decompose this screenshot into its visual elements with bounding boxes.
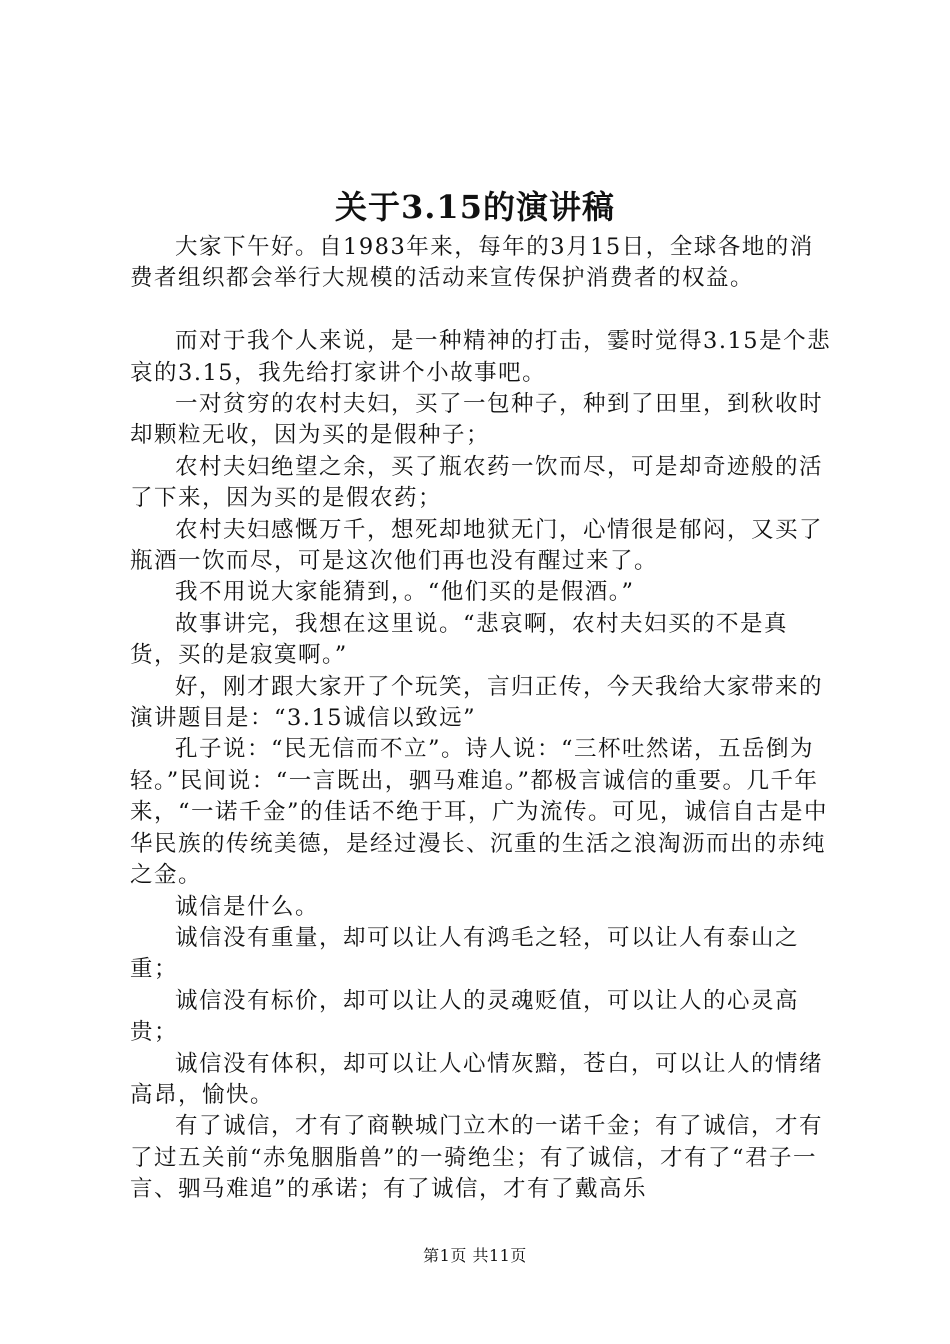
paragraph: 诚信是什么。 — [175, 893, 320, 920]
paragraph: 诚信没有体积，却可以让人心情灰黯，苍白，可以让人的情绪高昂，愉快。 — [130, 1050, 824, 1108]
paragraph: 故事讲完，我想在这里说。“悲哀啊，农村夫妇买的不是真货，买的是寂寞啊。” — [130, 610, 789, 669]
paragraph: 有了诚信，才有了商鞅城门立木的一诺千金；有了诚信，才有了过五关前“赤兔胭脂兽”的一骑绝尘；有了诚信，才有了“君子一言、驷马难追”的承诺；有了诚信，才有了戴高乐 — [130, 1113, 824, 1203]
paragraph: 大家下午好。自1983年来，每年的3月15日，全球各地的消费者组织都会举行大规模的活动来宣传保护消费者的权益。 — [130, 234, 814, 292]
paragraph: 农村夫妇绝望之余，买了瓶农药一饮而尽，可是却奇迹般的活了下来，因为买的是假农药； — [130, 453, 824, 512]
paragraph: 好，刚才跟大家开了个玩笑，言归正传，今天我给大家带来的演讲题目是：“3.15诚信以致远” — [130, 673, 824, 732]
document-body — [130, 232, 835, 1206]
page-footer: 第1页 共11页 — [423, 1246, 527, 1265]
paragraph: 诚信没有标价，却可以让人的灵魂贬值，可以让人的心灵高贵； — [130, 987, 800, 1046]
paragraph: 农村夫妇感慨万千，想死却地狱无门，心情很是郁闷，又买了瓶酒一饮而尽，可是这次他们再也没有醒过来了。 — [130, 516, 824, 575]
paragraph: 一对贫穷的农村夫妇，买了一包种子，种到了田里，到秋收时却颗粒无收，因为买的是假种子； — [130, 391, 824, 449]
paragraph: 而对于我个人来说，是一种精神的打击，霎时觉得3.15是个悲哀的3.15，我先给打家讲个小故事吧。 — [130, 328, 832, 386]
paragraph: 诚信没有重量，却可以让人有鸿毛之轻，可以让人有泰山之重； — [130, 924, 800, 983]
paragraph: 孔子说：“民无信而不立”。诗人说：“三杯吐然诺，五岳倒为轻。”民间说：“一言既出，驷马难追。”都极言诚信的重要。几千年来，“一诺千金”的佳话不绝于耳，广为流传。可见，诚信自古是中华民族的传统美德，是经过漫长、沉重的生活之浪淘沥而出的赤纯之金。 — [130, 736, 829, 889]
paragraph: 我不用说大家能猜到，。“他们买的是假酒。” — [175, 579, 635, 606]
document-title: 关于3.15的演讲稿 — [335, 188, 615, 226]
